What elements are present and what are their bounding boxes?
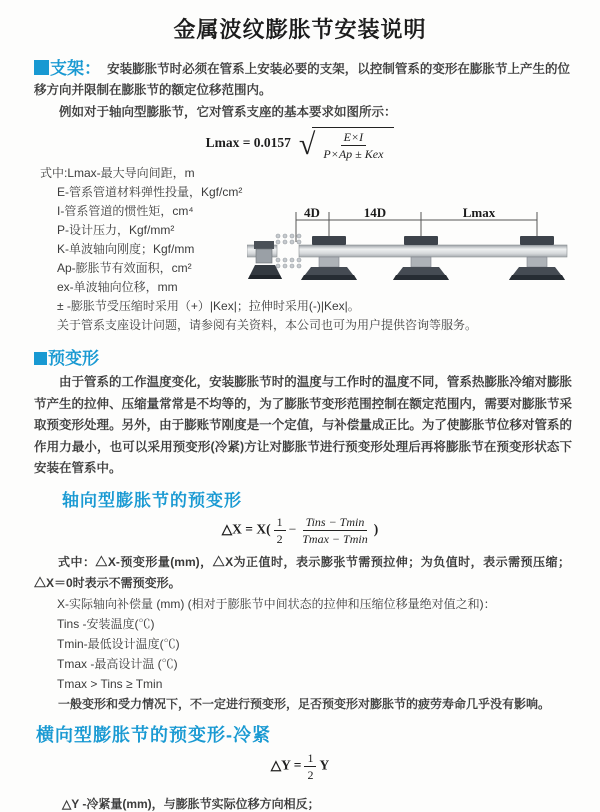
axial-note-items — [57, 594, 600, 694]
axial-notes — [34, 552, 570, 594]
lateral-note: △Y -冷紧量(mm)，与膨胀节实际位移方向相反； — [62, 796, 320, 811]
pipe-run — [299, 245, 567, 257]
doc-title: 金属波纹膨胀节安装说明 — [173, 17, 427, 42]
formula-lateral-preform — [0, 751, 600, 782]
lateral-preform-heading: 横向型膨胀节的预变形-冷紧 — [36, 724, 271, 745]
definition-line: Ap-膨胀节有效面积，cm² — [57, 261, 192, 275]
formula-lmax-denominator: P×Ap ± Kex — [323, 147, 384, 161]
note-line: X-实际轴向补偿量 (mm) (相对于膨胀节中间状态的拉伸和压缩位移量绝对值之和)： — [57, 596, 496, 611]
definition-line-consulting: 关于管系支座设计问题，请参阅有关资料，本公司也可为用户提供咨询等服务。 — [57, 318, 478, 332]
note-line: Tmax -最高设计温 (℃) — [57, 656, 178, 671]
preform-heading-text: 预变形 — [48, 349, 99, 368]
minus-operator: − — [288, 521, 297, 537]
guide-support — [301, 236, 357, 280]
note-line: Tmin-最低设计温度(℃) — [57, 636, 180, 651]
dim-label-lmax: Lmax — [462, 205, 496, 220]
formula-axial-rhs: ) — [373, 521, 379, 537]
support-example-line: 例如对于轴向型膨胀节，它对管系支座的基本要求如图所示： — [59, 105, 397, 119]
formula-lmax-lhs: Lmax = 0.0157 — [205, 135, 291, 151]
dim-label-14d: 14D — [363, 205, 387, 220]
pipe-support-diagram — [247, 205, 595, 305]
fraction-one-half: $\frac{1}{2}$ — [304, 751, 316, 782]
support-intro-paragraph — [34, 58, 570, 101]
note-line: Tmax > Tins ≥ Tmin — [57, 676, 163, 691]
formula-lmax — [0, 127, 600, 161]
formula-lateral-lhs: △Y = — [270, 757, 302, 773]
formula-axial-lhs: △X = X( — [221, 521, 271, 537]
formula-lateral-rhs: Y — [319, 757, 330, 773]
dim-label-4d: 4D — [304, 205, 320, 220]
sqrt-vinculum — [312, 127, 394, 161]
bellows-icon — [276, 234, 301, 268]
definition-line: E-管系管道材料弹性投量，Kgf/cm² — [57, 185, 243, 199]
axial-closing-note: 一般变形和受力情况下，不一定进行预变形，足否预变形对膨胀节的疲劳寿命几乎没有影响。 — [58, 696, 551, 711]
support-section-heading: 支架： — [50, 59, 102, 78]
section-marker-icon — [34, 352, 47, 365]
definition-line: I-管系管道的惯性矩，cm⁴ — [57, 204, 194, 218]
definition-line: ex-单波轴向位移，mm — [57, 280, 178, 294]
fraction-one-half: $\frac{1}{2}$ — [274, 515, 286, 546]
definition-line: P-设计压力，Kgf/mm² — [57, 223, 175, 237]
note-line: Tins -安装温度(℃) — [57, 616, 155, 631]
axial-note-main: 式中：△X-预变形量(mm)，△X为正值时，表示膨张节需预拉伸；为负值时，表示需预压缩；△X＝0时表示不需预变形。 — [34, 554, 570, 590]
definition-line: K-单波轴向刚度；Kgf/mm — [57, 242, 195, 256]
support-intro-text: 安装膨胀节时必须在管系上安装必要的支架，以控制管系的变形在膨胀节上产生的位移方向并限制在膨胀节的额定位移范围内。 — [34, 62, 571, 97]
preform-paragraph: 由于管系的工作温度变化，安装膨胀节时的温度与工作时的温度不同，管系热膨胀冷缩对膨胀节产生的拉伸、压缩量常常是不均等的，为了膨胀节变形范围控制在额定范围内，需要对膨胀节采取预变形处理。另外，由于膨账节刚度是一个定值，与补偿量成正比。为了使膨胀节位移对管系的作用力最小，也可以采用预变形(冷紧)方让对膨胀节进行预变形处理后再将膨胀节在预变形状态下安装在管系中。 — [34, 375, 572, 475]
formula-lmax-numerator: E×I — [341, 130, 366, 146]
document-page — [0, 13, 600, 811]
guide-support — [393, 236, 449, 280]
formula-axial-preform — [0, 515, 600, 546]
axial-preform-heading: 轴向型膨胀节的预变形 — [62, 490, 242, 510]
guide-support — [509, 236, 565, 280]
formula-lmax-fraction — [320, 130, 386, 161]
section-marker-icon — [34, 60, 49, 75]
definition-line-plusminus: ± -膨胀节受压缩时采用（+）|Kex|；拉伸时采用(-)|Kex|。 — [57, 299, 360, 313]
fraction-temperature-ratio: $\frac{\text{Tins − Tmin}}{Tmax - Tmin}$ — [302, 514, 368, 546]
definition-line: 式中:Lmax-最大导向间距，m — [40, 166, 195, 180]
sqrt-radical-glyph: √ — [298, 128, 316, 162]
preform-section-heading — [34, 344, 600, 369]
